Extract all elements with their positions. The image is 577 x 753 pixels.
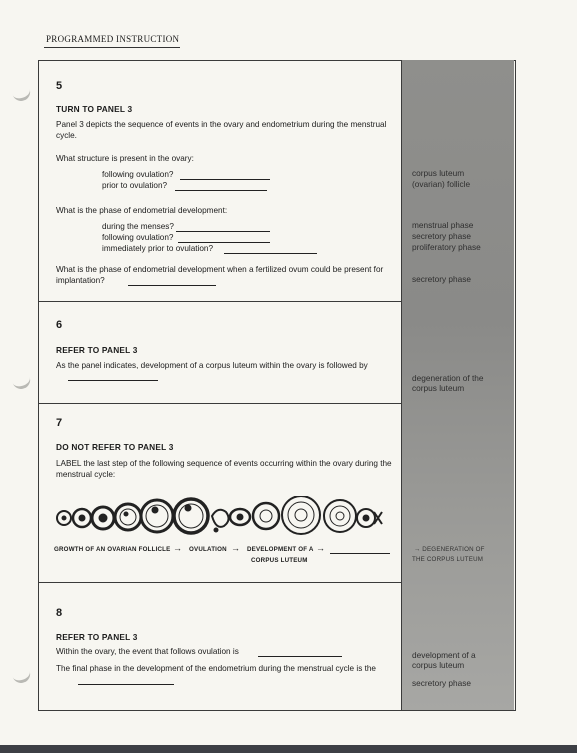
frame-title: REFER TO PANEL 3 — [56, 632, 138, 642]
answer-text: proliferatory phase — [412, 242, 481, 252]
question-item: following ovulation? — [102, 233, 174, 242]
answer-text: corpus luteum — [412, 168, 465, 178]
frame-title: DO NOT REFER TO PANEL 3 — [56, 442, 174, 452]
answer-blank[interactable] — [258, 656, 342, 657]
binder-hole — [10, 662, 33, 686]
answer-text: menstrual phase — [412, 220, 474, 230]
sequence-step: CORPUS LUTEUM — [251, 557, 308, 564]
answer-text: secretory phase — [412, 231, 472, 241]
binder-hole — [10, 80, 33, 104]
answer-blank[interactable] — [180, 179, 270, 180]
answer-text: secretory phase — [412, 274, 472, 284]
frame-divider — [38, 582, 402, 583]
arrow-icon: → — [173, 543, 182, 553]
answer-text: development of a corpus luteum — [412, 650, 476, 670]
column-rule — [401, 60, 402, 710]
frame-text: LABEL the last step of the following sequence of events occurring within the ovary during the menstrual cycle: — [56, 459, 392, 479]
answer-blank[interactable] — [178, 242, 270, 243]
frame-divider — [38, 403, 402, 404]
frame-title: TURN TO PANEL 3 — [56, 104, 133, 114]
sequence-step: GROWTH OF AN OVARIAN FOLLICLE — [54, 546, 171, 553]
frame-intro: Panel 3 depicts the sequence of events in the ovary and endometrium during the menstrual cycle. — [56, 120, 387, 140]
header-rule — [44, 47, 180, 48]
follicle-sequence-illustration — [54, 496, 384, 538]
question-text: What is the phase of endometrial development when a fertilized ovum could be present for implantation? — [56, 265, 384, 285]
sequence-step: OVULATION — [189, 546, 227, 553]
frame-number: 8 — [56, 607, 63, 619]
answer-blank[interactable] — [176, 231, 270, 232]
answer-blank[interactable] — [224, 253, 317, 254]
frame-text: The final phase in the development of the endometrium during the menstrual cycle is the — [56, 664, 376, 673]
question-item: prior to ovulation? — [102, 181, 168, 190]
answer-text: (ovarian) follicle — [412, 179, 471, 189]
answer-blank[interactable] — [175, 190, 267, 191]
question-item: following ovulation? — [102, 170, 174, 179]
answer-blank[interactable] — [78, 684, 174, 685]
answer-text: → DEGENERATION OF — [414, 546, 485, 553]
frame-text: As the panel indicates, development of a corpus luteum within the ovary is followed by — [56, 361, 368, 370]
frame-title: REFER TO PANEL 3 — [56, 345, 138, 355]
frame-number: 7 — [56, 417, 63, 429]
frame-number: 6 — [56, 319, 63, 331]
answer-blank[interactable] — [128, 285, 216, 286]
frame-text: Within the ovary, the event that follows ovulation is — [56, 647, 239, 656]
question-item: during the menses? — [102, 222, 174, 231]
bottom-edge — [0, 745, 577, 753]
question-item: immediately prior to ovulation? — [102, 244, 214, 253]
question-text: What is the phase of endometrial development: — [56, 206, 228, 215]
answer-blank[interactable] — [330, 553, 390, 554]
answer-text: secretory phase — [412, 678, 472, 688]
binder-hole — [10, 368, 33, 392]
answer-blank[interactable] — [68, 380, 158, 381]
page-header: PROGRAMMED INSTRUCTION — [46, 34, 180, 44]
arrow-icon: → — [316, 543, 325, 553]
frame-number: 5 — [56, 80, 63, 92]
question-text: What structure is present in the ovary: — [56, 154, 194, 163]
sequence-step: DEVELOPMENT OF A — [247, 546, 314, 553]
frame-divider — [38, 301, 402, 302]
arrow-icon: → — [231, 543, 240, 553]
answer-text: THE CORPUS LUTEUM — [412, 556, 484, 563]
answer-text: degeneration of the corpus luteum — [412, 373, 484, 393]
